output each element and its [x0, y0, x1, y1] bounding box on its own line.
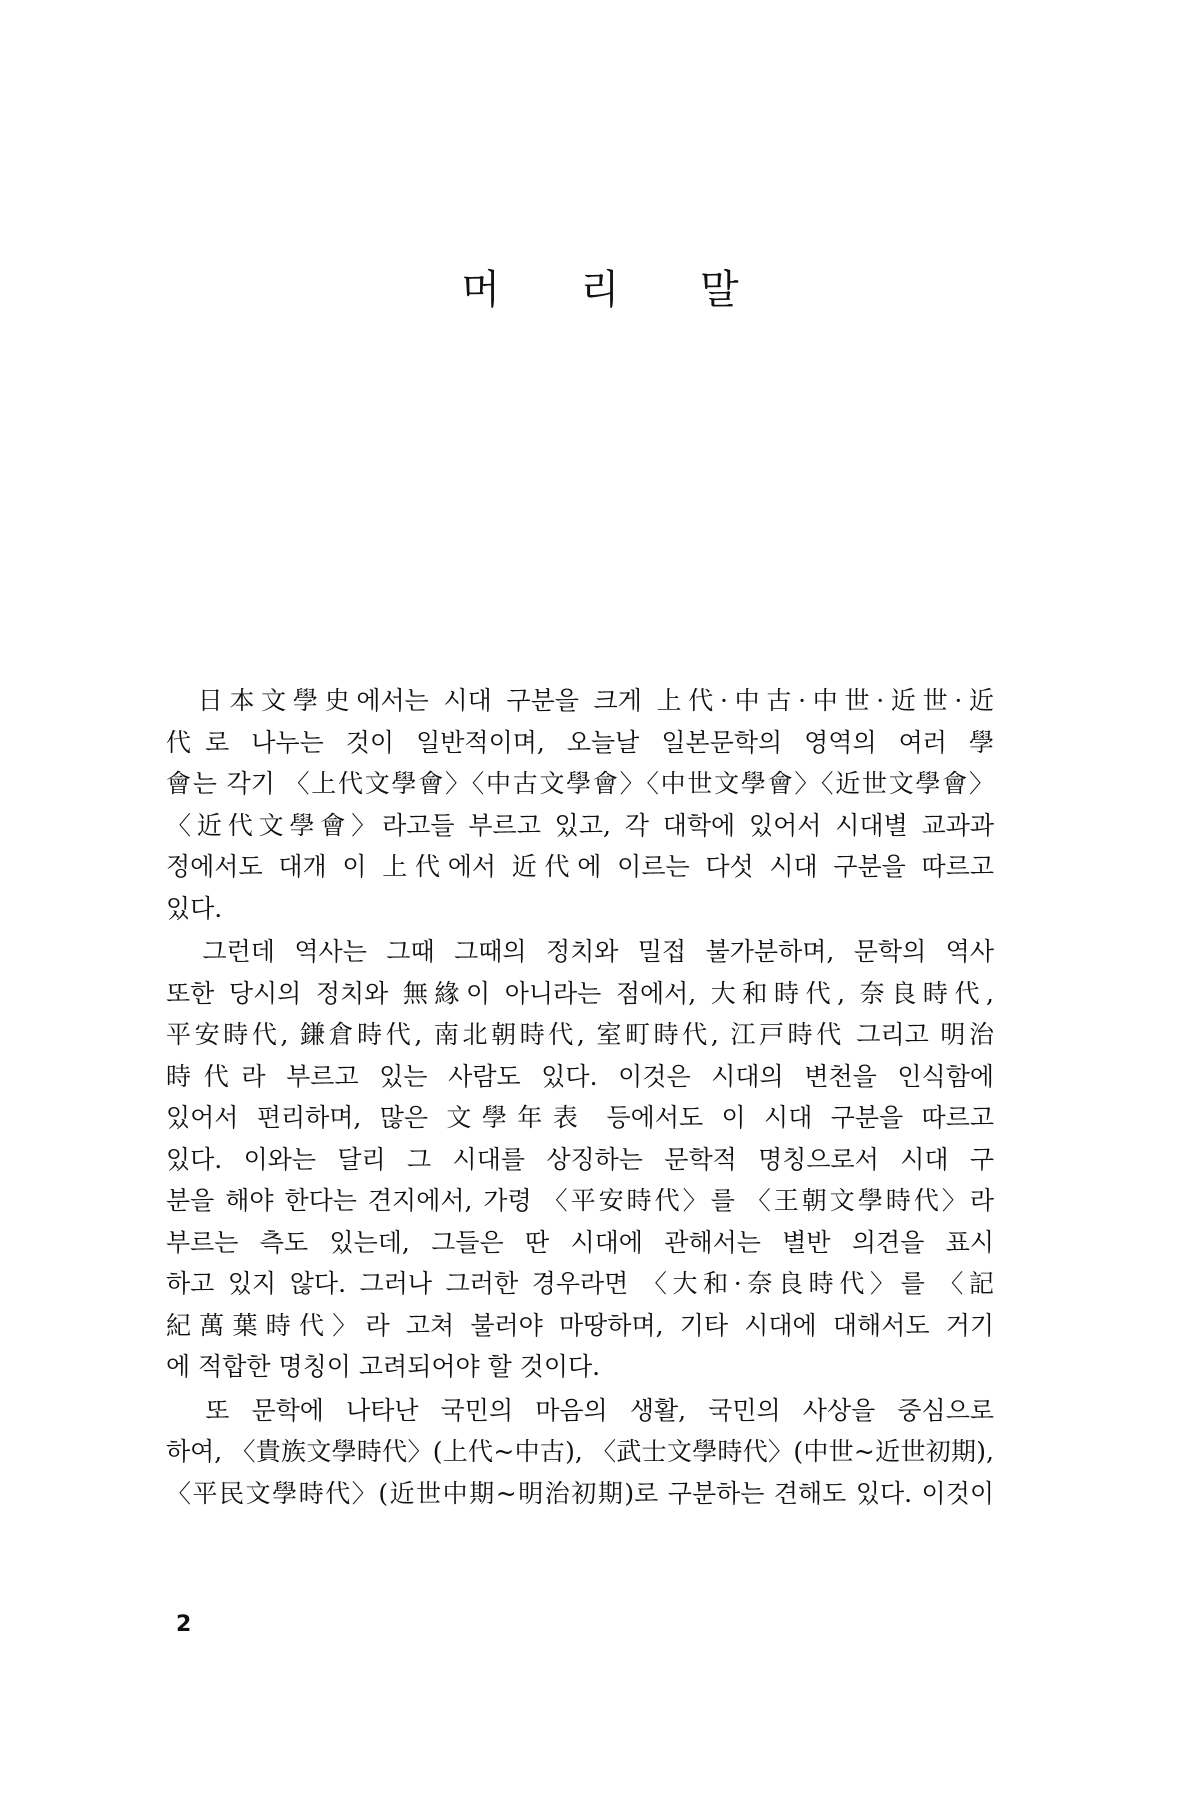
text-line: 平安時代, 鎌倉時代, 南北朝時代, 室町時代, 江戸時代 그리고 明治 — [166, 1020, 994, 1049]
paragraph-2 — [166, 931, 994, 1388]
page-number: 2 — [176, 1612, 192, 1637]
text-line: 代로 나누는 것이 일반적이며, 오늘날 일본문학의 영역의 여러 學 — [166, 727, 994, 757]
text-line: 〈平民文學時代〉(近世中期~明治初期)로 구분하는 견해도 있다. 이것이 — [166, 1478, 994, 1508]
text-line: 분을 해야 한다는 견지에서, 가령 〈平安時代〉를 〈王朝文學時代〉라 — [166, 1186, 994, 1215]
text-line: 그런데 역사는 그때 그때의 정치와 밀접 불가분하며, 문학의 역사 — [166, 937, 994, 966]
text-line: 에 적합한 명칭이 고려되어야 할 것이다. — [166, 1352, 601, 1381]
text-line: 紀萬葉時代〉라 고쳐 불러야 마땅하며, 기타 시대에 대해서도 거기 — [166, 1310, 994, 1340]
text-line: 또한 당시의 정치와 無緣이 아니라는 점에서, 大和時代, 奈良時代, — [166, 978, 994, 1008]
text-line: 부르는 측도 있는데, 그들은 딴 시대에 관해서는 별반 의견을 표시 — [166, 1227, 994, 1257]
page-title: 머 리 말 — [461, 267, 773, 313]
text-line: 정에서도 대개 이 上代에서 近代에 이르는 다섯 시대 구분을 따르고 — [166, 852, 994, 881]
text-line: 하고 있지 않다. 그러나 그러한 경우라면 〈大和·奈良時代〉를 〈記 — [166, 1269, 994, 1298]
text-line: 時代라 부르고 있는 사람도 있다. 이것은 시대의 변천을 인식함에 — [166, 1061, 994, 1091]
paragraph-1 — [166, 680, 994, 929]
text-line: 있다. 이와는 달리 그 시대를 상징하는 문학적 명칭으로서 시대 구 — [166, 1144, 994, 1174]
body-text — [166, 680, 994, 1514]
text-line: 日本文學史에서는 시대 구분을 크게 上代·中古·中世·近世·近 — [166, 686, 994, 715]
text-line: 또 문학에 나타난 국민의 마음의 생활, 국민의 사상을 중심으로 — [166, 1395, 994, 1425]
text-line: 있어서 편리하며, 많은 文學年表 등에서도 이 시대 구분을 따르고 — [166, 1103, 994, 1132]
text-line: 있다. — [166, 893, 223, 923]
text-line: 會는 각기 〈上代文學會〉〈中古文學會〉〈中世文學會〉〈近世文學會〉 — [166, 769, 994, 798]
text-line: 하여, 〈貴族文學時代〉(上代~中古), 〈武士文學時代〉(中世~近世初期), — [166, 1437, 994, 1466]
paragraph-3 — [166, 1390, 994, 1515]
text-line: 〈近代文學會〉라고들 부르고 있고, 각 대학에 있어서 시대별 교과과 — [166, 810, 994, 840]
